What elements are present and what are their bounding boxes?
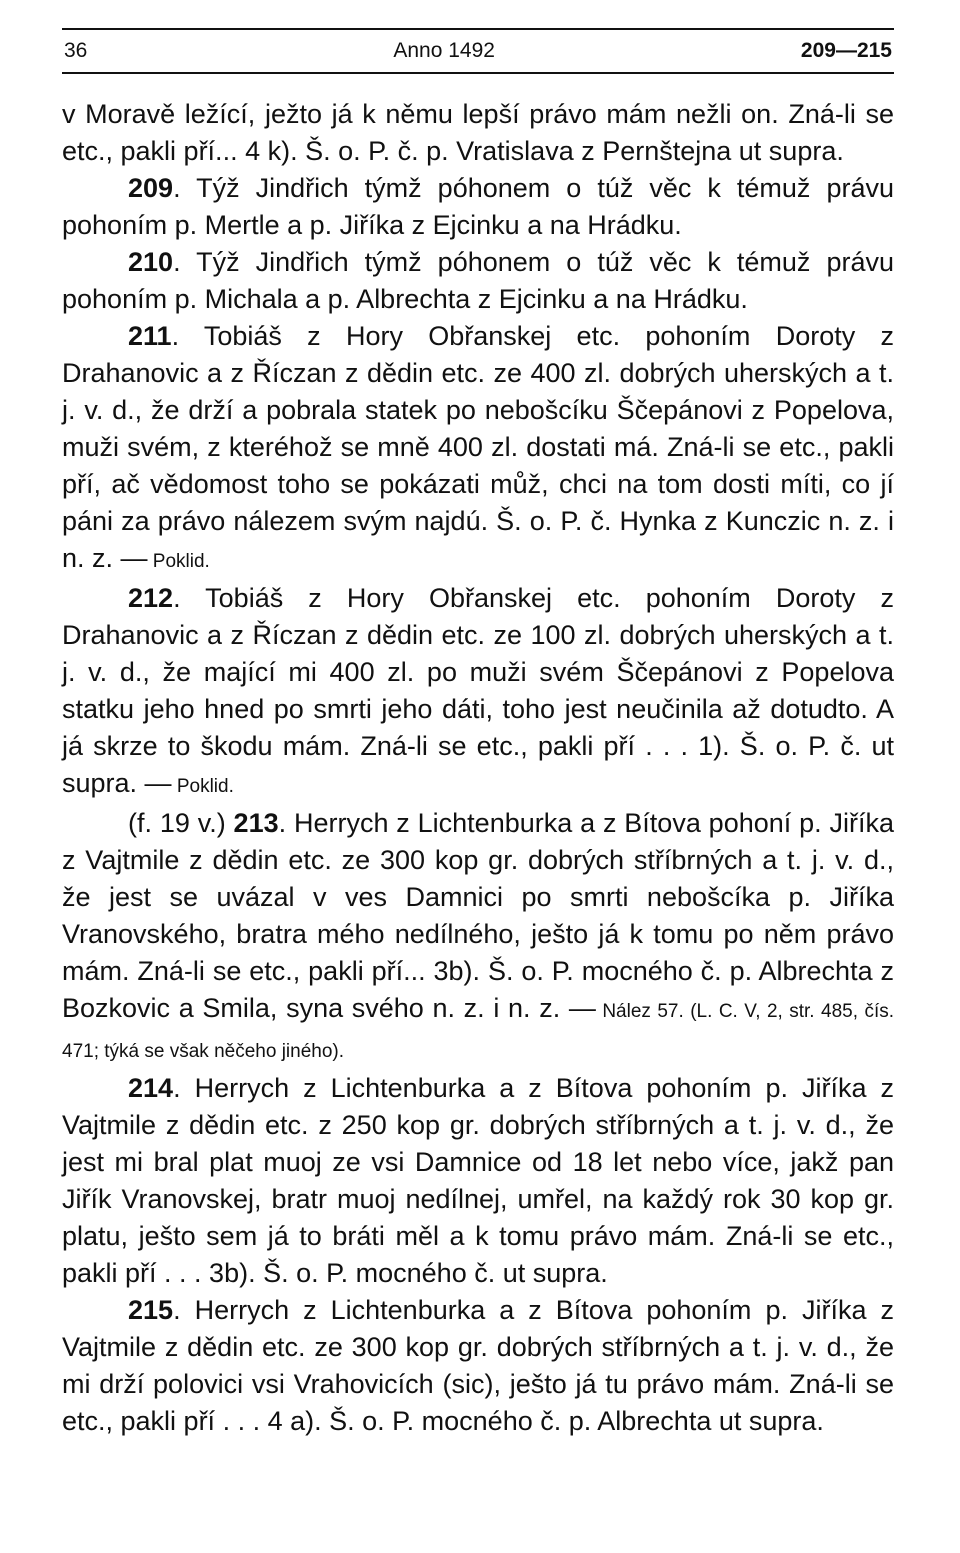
entry-215: [62, 1292, 894, 1440]
running-title: Anno 1492: [393, 39, 495, 62]
entry-212: [62, 580, 894, 805]
entry-text: . Tobiáš z Hory Obřanskej etc. pohoním Doroty z Drahanovic a z Říczan z dědin etc. ze 100 zl. dobrých uherských a t. j. v. d., že mající mi 400 zl. po muži svém Ščepánovi z Popelova statku jeho hned po smrti jeho dáti, toho jest neučinila až dotudto. A já skrze to škodu mám. Zná-li se etc., pakli pří . . . 1). Š. o. P. č. ut supra. —: [62, 583, 894, 798]
entry-note: Poklid.: [147, 551, 210, 572]
page-number: 36: [64, 39, 88, 62]
entry-text: . Herrych z Lichtenburka a z Bítova pohoní p. Jiříka z Vajtmile z dědin etc. ze 300 kop gr. dobrých stříbrných a t. j. v. d., že jest se uvázal v ves Damnici po smrti nebošcíka p. Jiříka Vranovského, bratra mého nedílného, ješto já k tomu po něm právo mám. Zná-li se etc., pakli pří... 3b). Š. o. P. mocného č. p. Albrechta z Bozkovic a Smila, syna svého n. z. i n. z. —: [62, 808, 894, 1023]
entry-210: [62, 244, 894, 318]
entry-214: [62, 1070, 894, 1292]
continuation-paragraph: v Moravě ležící, ježto já k němu lepší právo mám nežli on. Zná-li se etc., pakli pří... 4 k). Š. o. P. č. p. Vratislava z Pernštejna ut supra.: [62, 99, 894, 166]
entry-number: 215: [128, 1295, 174, 1325]
entry-213: (f. 19 v.) 213. Herrych z Lichtenburka a z Bítova pohoní p. Jiříka z Vajtmile z dědin etc. ze 300 kop gr. dobrých stříbrných a t. j. v. d., že jest se uvázal v ves Damnici po smrti nebošcíka p. Jiříka Vranovského, bratra mého nedílného, ješto já k tomu po něm právo mám. Zná-li se etc., pakli pří... 3b). Š. o. P. mocného č. p. Albrechta z Bozkovic a Smila, syna svého n. z. i n. z. — Nález 57. (L. C. V, 2, str. 485, čís. 471; týká se však něčeho jiného).: [62, 808, 894, 1062]
entry-text: . Herrych z Lichtenburka a z Bítova pohoním p. Jiříka z Vajtmile z dědin etc. ze 300 kop gr. dobrých stříbrných a t. j. v. d., že mi drží polovici vsi Vrahovicích (sic), ješto já tu právo mám. Zná-li se etc., pakli pří . . . 4 a). Š. o. P. mocného č. p. Albrechta ut supra.: [62, 1295, 894, 1436]
entry-note: Poklid.: [171, 776, 234, 797]
entry-note: Nález 57. (L. C. V, 2, str. 485, čís. 471; týká se však něčeho jiného).: [62, 1001, 894, 1062]
entry-number: 210: [128, 247, 174, 277]
entry-text: . Herrych z Lichtenburka a z Bítova pohoním p. Jiříka z Vajtmile z dědin etc. z 250 kop gr. dobrých stříbrných a t. j. v. d., že jest mi bral plat muoj ze vsi Damnice od 18 let nebo více, jakž pan Jiřík Vranovskej, bratr muoj nedílnej, umřel, na každý rok 30 kop gr. platu, ješto sem já to bráti měl a k tomu právo mám. Zná-li se etc., pakli pří . . . 3b). Š. o. P. mocného č. ut supra.: [62, 1073, 894, 1288]
entry-range: 209—215: [800, 39, 892, 62]
entry-text: . Týž Jindřich týmž póhonem o túž věc k témuž právu pohoním p. Mertle a p. Jiříka z Ejcinku a na Hrádku.: [62, 173, 894, 240]
entry-number: 212: [128, 583, 174, 613]
entry-number: 209: [128, 173, 174, 203]
entry-211: [62, 318, 894, 580]
entry-209: [62, 170, 894, 244]
entry-number: 211: [128, 321, 172, 351]
entry-number: 214: [128, 1073, 174, 1103]
running-header: [62, 28, 894, 74]
entry-number: 213: [233, 808, 279, 838]
book-page: [62, 28, 894, 1440]
entry-text: . Tobiáš z Hory Obřanskej etc. pohoním Doroty z Drahanovic a z Říczan z dědin etc. ze 400 zl. dobrých uherských a t. j. v. d., že drží a pobrala statek po nebošcíku Ščepánovi z Popelova, muži svém, z kteréhož se mně 400 zl. dostati má. Zná-li se etc., pakli pří, ač vědomost toho se pokázati můž, chci na tom dosti míti, co jí páni za právo nálezem svým najdú. Š. o. P. č. Hynka z Kunczic n. z. i n. z. —: [62, 321, 894, 573]
page-body: [62, 96, 894, 1440]
entry-text: . Týž Jindřich týmž póhonem o túž věc k témuž právu pohoním p. Michala a p. Albrechta z Ejcinku a na Hrádku.: [62, 247, 894, 314]
